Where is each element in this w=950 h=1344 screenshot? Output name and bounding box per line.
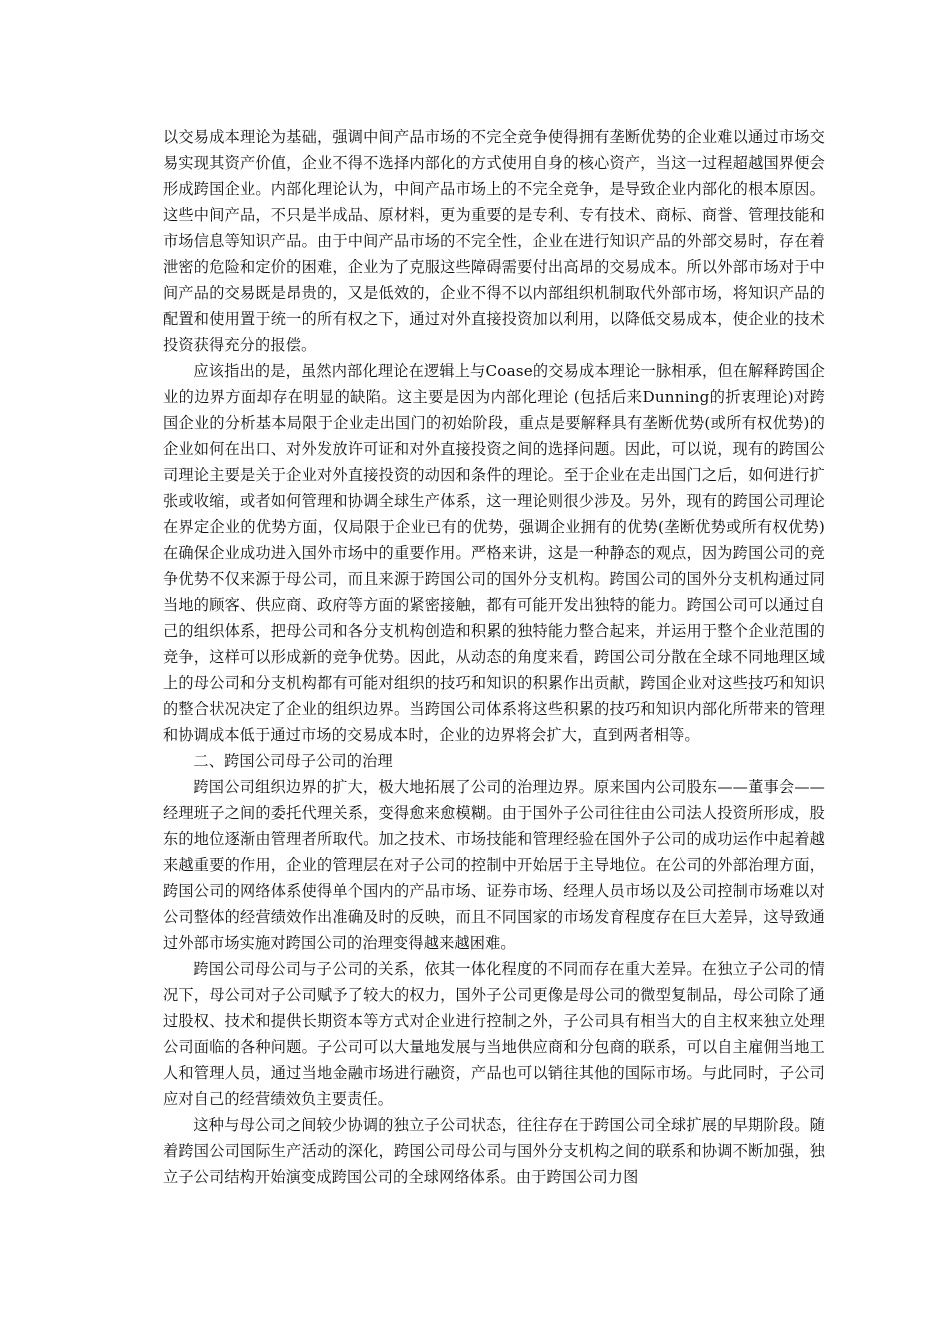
section-heading-governance: 二、跨国公司母子公司的治理 [193, 752, 393, 770]
paragraph-parent-subsidiary-relation: 跨国公司母公司与子公司的关系，依其一体化程度的不同而存在重大差异。在独立子公司的情况下，母公司对子公司赋予了较大的权力，国外子公司更像是母公司的微型复制品，母公司除了通过股权、技术和提供长期资本等方式对企业进行控制之外，子公司具有相当大的自主权来独立处理公司面临的各种问题。子公司可以大量地发展与当地供应商和分包商的联系，可以自主雇佣当地工人和管理人员，通过当地金融市场进行融资，产品也可以销往其他的国际市场。与此同时，子公司应对自己的经营绩效负主要责任。 [163, 960, 825, 1108]
paragraph-internalization-theory: 以交易成本理论为基础，强调中间产品市场的不完全竞争使得拥有垄断优势的企业难以通过市场交易实现其资产价值，企业不得不选择内部化的方式使用自身的核心资产，当这一过程超越国界便会形成跨国企业。内部化理论认为，中间产品市场上的不完全竞争，是导致企业内部化的根本原因。这些中间产品，不只是半成品、原材料，更为重要的是专利、专有技术、商标、商誉、管理技能和市场信息等知识产品。由于中间产品市场的不完全性，企业在进行知识产品的外部交易时，存在着泄密的危险和定价的困难，企业为了克服这些障碍需要付出高昂的交易成本。所以外部市场对于中间产品的交易既是昂贵的，又是低效的，企业不得不以内部组织机制取代外部市场，将知识产品的配置和使用置于统一的所有权之下，通过对外直接投资加以利用，以降低交易成本，使企业的技术投资获得充分的报偿。 [163, 128, 825, 354]
paragraph-independent-subsidiary: 这种与母公司之间较少协调的独立子公司状态，往往存在于跨国公司全球扩展的早期阶段。随着跨国公司国际生产活动的深化，跨国公司母公司与国外分支机构之间的联系和协调不断加强，独立子公司结构开始演变成跨国公司的全球网络体系。由于跨国公司力图 [163, 1116, 825, 1186]
document-body [163, 124, 825, 1190]
paragraph-governance-boundary: 跨国公司组织边界的扩大，极大地拓展了公司的治理边界。原来国内公司股东——董事会——经理班子之间的委托代理关系，变得愈来愈模糊。由于国外子公司往往由公司法人投资所形成，股东的地位逐渐由管理者所取代。加之技术、市场技能和管理经验在国外子公司的成功运作中起着越来越重要的作用，企业的管理层在对子公司的控制中开始居于主导地位。在公司的外部治理方面，跨国公司的网络体系使得单个国内的产品市场、证券市场、经理人员市场以及公司控制市场难以对公司整体的经营绩效作出准确及时的反映，而且不同国家的市场发育程度存在巨大差异，这导致通过外部市场实施对跨国公司的治理变得越来越困难。 [163, 778, 825, 952]
paragraph-theory-limitations: 应该指出的是，虽然内部化理论在逻辑上与Coase的交易成本理论一脉相承，但在解释跨国企业的边界方面却存在明显的缺陷。这主要是因为内部化理论 (包括后来Dunning的折衷理论)对跨国企业的分析基本局限于企业走出国门的初始阶段，重点是要解释具有垄断优势(或所有权优势)的企业如何在出口、对外发放许可证和对外直接投资之间的选择问题。因此，可以说，现有的跨国公司理论主要是关于企业对外直接投资的动因和条件的理论。至于企业在走出国门之后，如何进行扩张或收缩，或者如何管理和协调全球生产体系，这一理论则很少涉及。另外，现有的跨国公司理论在界定企业的优势方面，仅局限于企业已有的优势，强调企业拥有的优势(垄断优势或所有权优势)在确保企业成功进入国外市场中的重要作用。严格来讲，这是一种静态的观点，因为跨国公司的竞争优势不仅来源于母公司，而且来源于跨国公司的国外分支机构。跨国公司的国外分支机构通过同当地的顾客、供应商、政府等方面的紧密接触，都有可能开发出独特的能力。跨国公司可以通过自己的组织体系，把母公司和各分支机构创造和积累的独特能力整合起来，并运用于整个企业范围的竞争，这样可以形成新的竞争优势。因此，从动态的角度来看，跨国公司分散在全球不同地理区域上的母公司和分支机构都有可能对组织的技巧和知识的积累作出贡献，跨国企业对这些技巧和知识的整合状况决定了企业的组织边界。当跨国公司体系将这些积累的技巧和知识内部化所带来的管理和协调成本低于通过市场的交易成本时，企业的边界将会扩大，直到两者相等。 [163, 362, 825, 744]
